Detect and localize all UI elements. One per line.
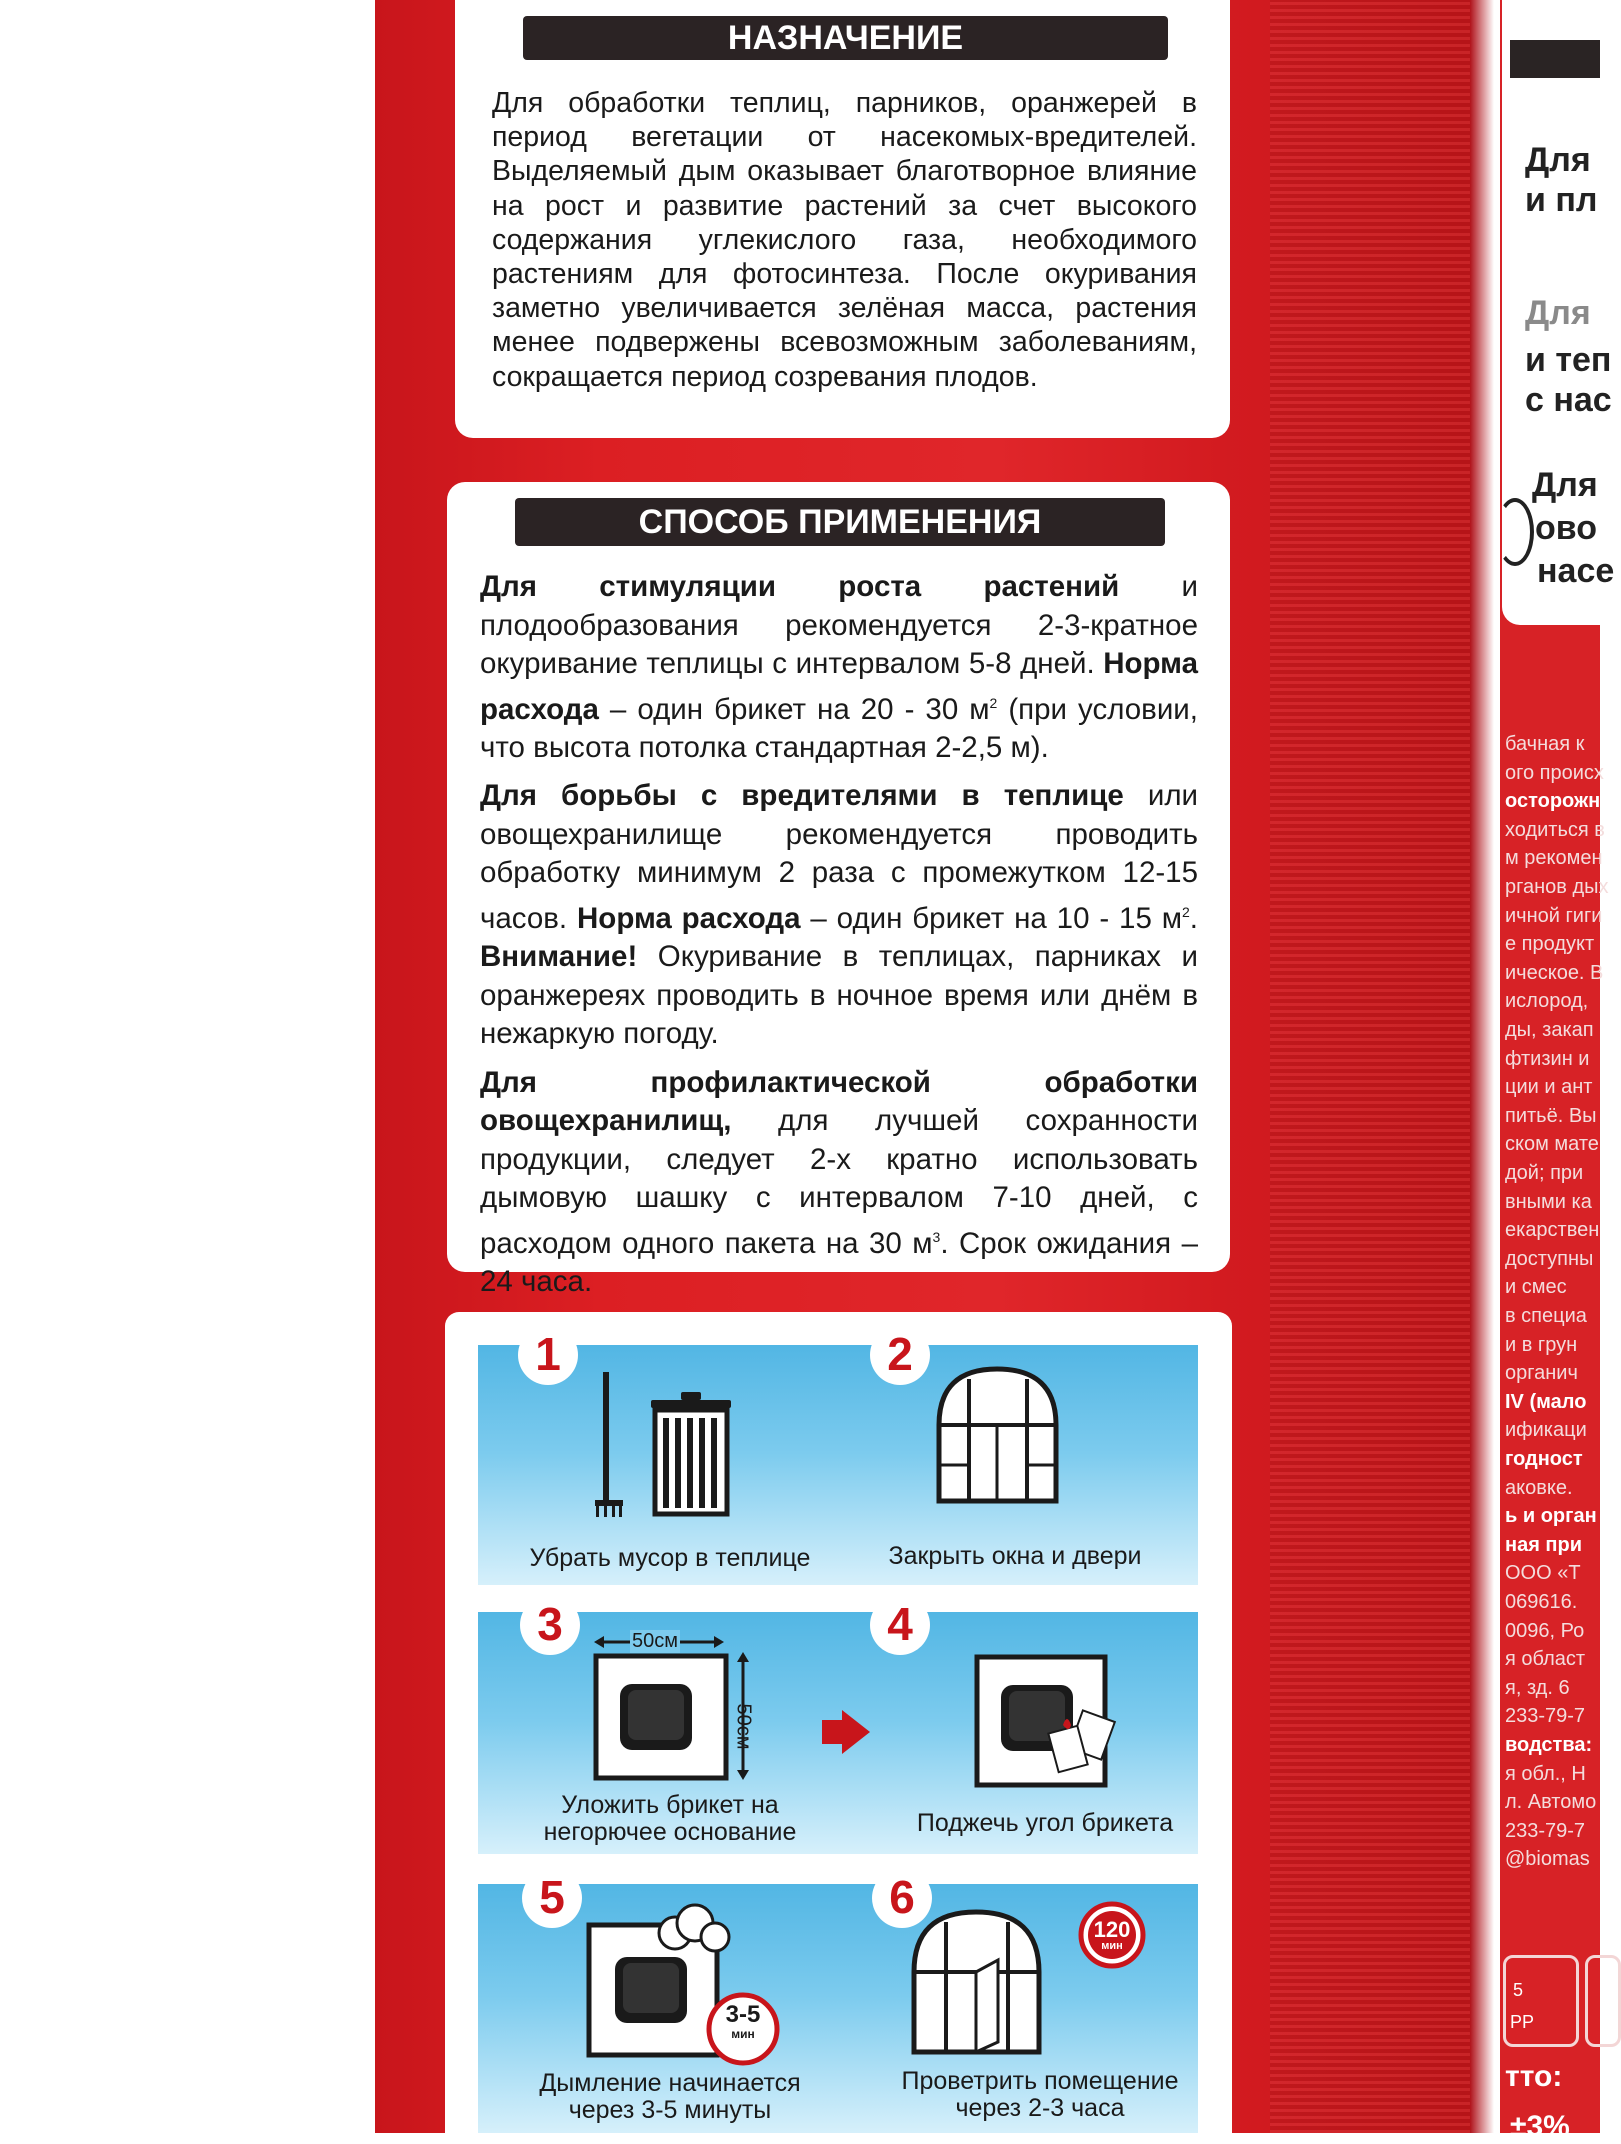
side-small-text: ции и ант [1505, 1076, 1593, 1099]
side-small-text: осторожн [1505, 790, 1601, 813]
side-text: Для [1532, 466, 1598, 504]
side-small-text: рганов дых [1505, 876, 1609, 898]
side-small-text: органич [1505, 1362, 1578, 1385]
side-small-text: дой; при [1505, 1162, 1584, 1184]
usage-bold: Норма расхода [480, 647, 1198, 726]
usage-sup: 3 [932, 1228, 941, 1245]
step-number: 3 [520, 1595, 580, 1655]
usage-bold: Внимание! [480, 940, 638, 974]
side-small-text: ском мате [1505, 1133, 1599, 1156]
usage-text-span: – один брикет на 10 - 15 м [800, 901, 1182, 935]
side-small-text: годност [1505, 1448, 1583, 1470]
side-small-text: ическое. В [1505, 961, 1604, 984]
side-small-text: ь и орган [1505, 1505, 1597, 1528]
usage-bold: Для стимуляции роста растений [480, 570, 1120, 603]
usage-text [480, 568, 1198, 1311]
side-small-text: и смес [1505, 1276, 1567, 1299]
step-3-height-label: 50см [732, 1703, 755, 1750]
side-small-text: ходиться в [1505, 818, 1605, 841]
usage-text-span: и плодообразования рекомендуется 2-3-кратное окуривание теплицы с интервалом 5-8 дней. [480, 570, 1198, 680]
usage-paragraph-growth [480, 568, 1198, 767]
side-small-text: водства: [1505, 1734, 1593, 1756]
step-caption: Поджечь угол брикета [916, 1809, 1174, 1837]
side-small-text: @biomas [1505, 1848, 1590, 1871]
side-small-text: и в грун [1505, 1333, 1578, 1356]
side-small-text: питьё. Вы [1505, 1104, 1597, 1127]
step-caption: Убрать мусор в теплице [529, 1544, 811, 1572]
side-small-text: доступны [1505, 1247, 1594, 1270]
usage-text-span: (при условии, что высота потолка стандартная 2-2,5 м). [480, 692, 1198, 764]
usage-text-span: или овощехранилище рекомендуется проводить обработку минимум 2 раза с промежутком 12-15 часов. [480, 779, 1199, 935]
step-number: 5 [522, 1868, 582, 1928]
second-package-header-bar [1510, 40, 1600, 78]
side-text: ово [1535, 509, 1597, 547]
side-small-text: ичной гиги [1505, 904, 1603, 927]
step-3-width-label: 50см [632, 1630, 678, 1652]
lighting-briquette-icon [975, 1655, 1120, 1790]
usage-bold: Для профилактической обработки овощехранилищ, [480, 1065, 1198, 1138]
step-caption: Закрыть окна и двери [888, 1542, 1142, 1570]
step-6-badge-value: 120 [1093, 1917, 1131, 1942]
side-small-text: ная при [1505, 1533, 1583, 1556]
tolerance-label: ±3% [1510, 2110, 1570, 2143]
side-text: с нас [1525, 381, 1612, 419]
side-small-text: екарствен [1505, 1219, 1600, 1242]
step-caption: Проветрить помещение через 2-3 часа [901, 2067, 1179, 2122]
netto-label: тто: [1505, 2060, 1563, 2093]
step-number: 2 [870, 1325, 930, 1385]
side-small-text: ификаци [1505, 1419, 1587, 1442]
usage-text-span: для лучшей сохранности продукции, следует 2-х кратно использовать дымовую шашку с интервалом 7-10 дней, с расходом одного пакета на 30 м [480, 1104, 1198, 1260]
side-small-text: ды, закап [1505, 1019, 1594, 1041]
side-small-text: аковке. [1505, 1476, 1573, 1499]
side-small-text: ООО «Т [1505, 1562, 1581, 1585]
purpose-title: НАЗНАЧЕНИЕ [523, 16, 1168, 60]
recycle-number: 5 [1513, 1980, 1524, 2000]
side-small-text: я област [1505, 1648, 1586, 1671]
side-bracket-icon [1496, 498, 1534, 566]
greenhouse-closed-icon [935, 1365, 1060, 1505]
side-small-text: 0096, Ро [1505, 1619, 1585, 1642]
purpose-text: Для обработки теплиц, парников, оранжерей в период вегетации от насекомых-вредителей. Выделяемый дым оказывает благотворное влияние на рост и развитие растений за счет высокого содержания углекислого газа, необходимого растениям для фотосинтеза. После окуривания заметно увеличивается зелёная масса, растения менее подвержены всевозможным заболеваниям, сокращается период созревания плодов. [492, 87, 1197, 393]
side-small-text: 069616. [1505, 1591, 1578, 1613]
usage-text-span: . Срок ожидания – 24 часа. [480, 1226, 1198, 1298]
side-small-text: л. Автомо [1505, 1791, 1597, 1814]
step-5-badge-value: 3-5 [725, 2001, 761, 2028]
package-crinkle-seam [1270, 0, 1500, 2133]
usage-bold: Для борьбы с вредителями в теплице [480, 779, 1124, 813]
smoking-briquette-icon [585, 1905, 795, 2065]
step-6-badge-unit: мин [1101, 1940, 1123, 1952]
usage-paragraph-pests [480, 777, 1198, 1053]
recycle-icon [1503, 1955, 1579, 2047]
trash-can-rake-icon [595, 1372, 745, 1522]
usage-text-span: – один брикет на 20 - 30 м [598, 692, 990, 726]
side-small-text: вными ка [1505, 1190, 1592, 1213]
side-small-text: бачная к [1505, 733, 1585, 755]
side-small-text: IV (мало [1505, 1390, 1587, 1413]
side-small-text: м рекомен [1505, 847, 1603, 870]
usage-text-span: . [1189, 901, 1198, 935]
step-5-badge-unit: мин [731, 2027, 755, 2041]
step-number: 6 [872, 1868, 932, 1928]
side-text: Для [1525, 141, 1591, 179]
side-small-text: ого происх [1505, 761, 1604, 784]
step-number: 4 [870, 1595, 930, 1655]
side-small-text: ислород, [1505, 990, 1589, 1013]
step-number: 1 [518, 1325, 578, 1385]
side-text: и теп [1525, 341, 1612, 379]
side-small-text: я, зд. 6 [1505, 1676, 1570, 1699]
usage-title: СПОСОБ ПРИМЕНЕНИЯ [515, 498, 1165, 546]
step-caption: Дымление начинается через 3-5 минуты [539, 2069, 801, 2124]
recycle-label: PP [1510, 2012, 1535, 2032]
side-text: Для [1525, 294, 1591, 332]
next-arrow-icon [842, 1710, 870, 1754]
step-caption: Уложить брикет на негорючее основание [543, 1791, 797, 1846]
usage-bold: Норма расхода [577, 901, 801, 935]
usage-sup: 2 [989, 694, 998, 711]
usage-sup: 2 [1182, 903, 1190, 920]
side-small-text: е продукт [1505, 933, 1595, 956]
side-text: насе [1537, 552, 1615, 590]
side-small-text: фтизин и [1505, 1047, 1590, 1070]
recycle-icon-secondary [1585, 1955, 1621, 2047]
side-text: и пл [1525, 181, 1598, 219]
side-small-text: я обл., Н [1505, 1762, 1586, 1785]
next-arrow-tail [822, 1720, 844, 1744]
usage-text-span: Окуривание в теплицах, парниках и оранжереях проводить в ночное время или днём в нежаркую погоду. [480, 940, 1198, 1051]
side-small-text: 233-79-7 [1505, 1705, 1586, 1728]
usage-paragraph-prevention [480, 1064, 1198, 1302]
side-small-text: в специа [1505, 1305, 1587, 1327]
side-small-text: 233-79-7 [1505, 1819, 1586, 1842]
